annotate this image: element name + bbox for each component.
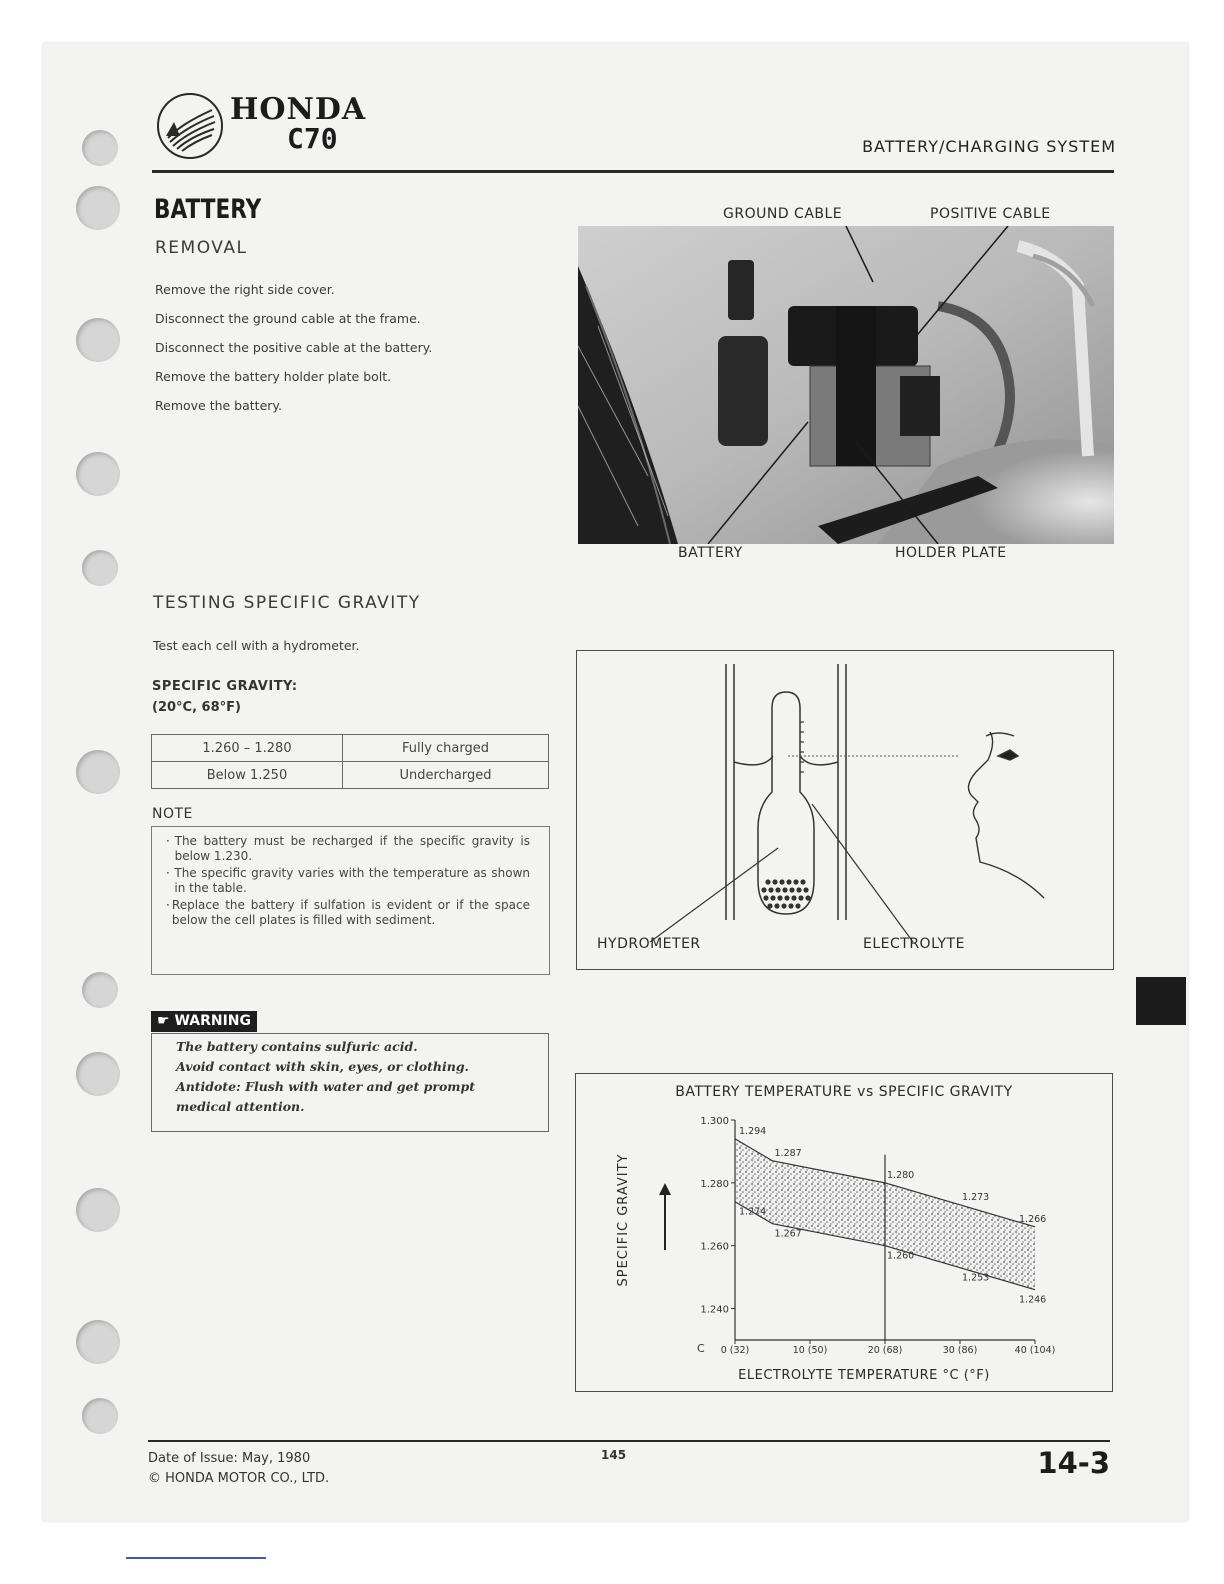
data-label: 1.280	[887, 1169, 915, 1181]
note-title: NOTE	[152, 806, 193, 822]
y-tick-label: 1.260	[700, 1241, 729, 1253]
removal-step: Remove the battery.	[155, 398, 283, 413]
warning-tag-label: WARNING	[174, 1013, 251, 1029]
chart-title: BATTERY TEMPERATURE vs SPECIFIC GRAVITY	[675, 1084, 1013, 1100]
data-label: 1.287	[774, 1147, 802, 1159]
note-item: The specific gravity varies with the temperature as shown in the table.	[174, 866, 530, 895]
note-list	[166, 834, 530, 928]
positive-cable-label: POSITIVE CABLE	[930, 206, 1051, 222]
temperature-gravity-chart	[577, 1075, 1111, 1390]
testing-instruction: Test each cell with a hydrometer.	[153, 638, 360, 653]
x-tick-label: 10 (50)	[792, 1345, 828, 1356]
binder-hole	[76, 318, 120, 362]
removal-step: Disconnect the positive cable at the battery.	[155, 340, 433, 355]
binder-hole	[82, 130, 118, 166]
sg-state-cell: Fully charged	[343, 735, 549, 762]
model-name: C70	[287, 122, 338, 155]
electrolyte-label: ELECTROLYTE	[863, 936, 965, 952]
warning-box	[151, 1033, 549, 1132]
removal-step: Remove the battery holder plate bolt.	[155, 369, 392, 384]
binder-hole	[82, 972, 118, 1008]
data-label: 1.294	[739, 1125, 767, 1137]
binder-hole	[76, 1188, 120, 1232]
chart-y-label: SPECIFIC GRAVITY	[616, 1153, 631, 1287]
y-axis-arrow	[659, 1183, 671, 1250]
warning-text	[176, 1037, 538, 1117]
binder-hole	[76, 186, 120, 230]
data-label: 1.273	[962, 1191, 990, 1203]
x-tick-label: 40 (104)	[1014, 1345, 1056, 1356]
chart-x-label: ELECTROLYTE TEMPERATURE °C (°F)	[738, 1368, 990, 1383]
data-label: 1.266	[1019, 1213, 1047, 1225]
data-label: 1.267	[774, 1228, 802, 1240]
warning-tag	[151, 1011, 257, 1032]
removal-heading: REMOVAL	[155, 238, 248, 258]
copyright: © HONDA MOTOR CO., LTD.	[148, 1471, 330, 1486]
list-item: · The specific gravity varies with the temperature as shown in the table.	[166, 866, 530, 895]
sg-range-cell: 1.260 – 1.280	[152, 735, 343, 762]
underline-mark	[126, 1557, 266, 1559]
data-label: 1.274	[739, 1206, 767, 1218]
note-item: Replace the battery if sulfation is evident or if the space below the cell plates is filled with sediment.	[171, 898, 530, 927]
note-item: The battery must be recharged if the specific gravity is below 1.230.	[174, 834, 530, 863]
battery-label: BATTERY	[678, 545, 743, 561]
page-number: 14-3	[1037, 1446, 1110, 1480]
list-item: · The battery must be recharged if the specific gravity is below 1.230.	[166, 834, 530, 863]
warning-line: medical attention.	[176, 1099, 305, 1114]
x-tick-label: 30 (86)	[942, 1345, 978, 1356]
warning-line: The battery contains sulfuric acid.	[176, 1039, 418, 1054]
hydrometer-label: HYDROMETER	[597, 936, 701, 952]
specific-gravity-table	[151, 734, 549, 789]
data-label: 1.246	[1019, 1294, 1047, 1306]
footer-rule	[148, 1440, 1110, 1442]
y-tick-label: 1.300	[700, 1116, 729, 1127]
testing-heading: TESTING SPECIFIC GRAVITY	[153, 593, 421, 613]
brand-name: HONDA	[230, 92, 367, 127]
data-label: 1.260	[887, 1250, 915, 1262]
warning-line: Antidote: Flush with water and get prompt	[176, 1079, 476, 1094]
y-tick-label: 1.280	[700, 1178, 729, 1190]
removal-step: Remove the right side cover.	[155, 282, 335, 297]
x-tick-label: 0 (32)	[720, 1345, 750, 1356]
folio-number: 145	[601, 1448, 627, 1462]
honda-wing-logo	[154, 92, 226, 160]
warning-line: Avoid contact with skin, eyes, or clothing.	[176, 1059, 469, 1074]
x-tick-label: 20 (68)	[867, 1345, 903, 1356]
battery-photo	[578, 226, 1114, 544]
removal-steps	[155, 275, 555, 420]
binder-hole	[76, 452, 120, 496]
y-tick-label: 1.240	[700, 1304, 729, 1316]
binder-hole	[82, 1398, 118, 1434]
sg-range-cell: Below 1.250	[152, 762, 343, 789]
data-label: 1.253	[962, 1272, 990, 1284]
section-tab-marker	[1136, 977, 1186, 1025]
header-rule	[152, 170, 1114, 173]
x-unit-prefix: C	[697, 1342, 705, 1355]
binder-hole	[82, 550, 118, 586]
ground-cable-label: GROUND CABLE	[723, 206, 843, 222]
date-of-issue: Date of Issue: May, 1980	[148, 1451, 311, 1466]
section-title: BATTERY/CHARGING SYSTEM	[862, 137, 1116, 156]
removal-step: Disconnect the ground cable at the frame.	[155, 311, 421, 326]
warning-hand-icon: ☛	[157, 1013, 170, 1029]
spec-condition: (20°C, 68°F)	[152, 700, 241, 715]
binder-hole	[76, 1320, 120, 1364]
holder-plate-label: HOLDER PLATE	[895, 545, 1007, 561]
list-item: · Replace the battery if sulfation is evident or if the space below the cell plates is filled with sediment.	[166, 898, 530, 927]
table-row	[152, 762, 549, 789]
plot-area	[700, 1116, 1055, 1356]
note-box	[151, 826, 550, 975]
hydrometer-diagram	[578, 652, 1112, 968]
table-row	[152, 735, 549, 762]
binder-hole	[76, 750, 120, 794]
battery-title: BATTERY	[154, 194, 262, 225]
binder-hole	[76, 1052, 120, 1096]
spec-title: SPECIFIC GRAVITY:	[152, 679, 298, 694]
sg-state-cell: Undercharged	[343, 762, 549, 789]
